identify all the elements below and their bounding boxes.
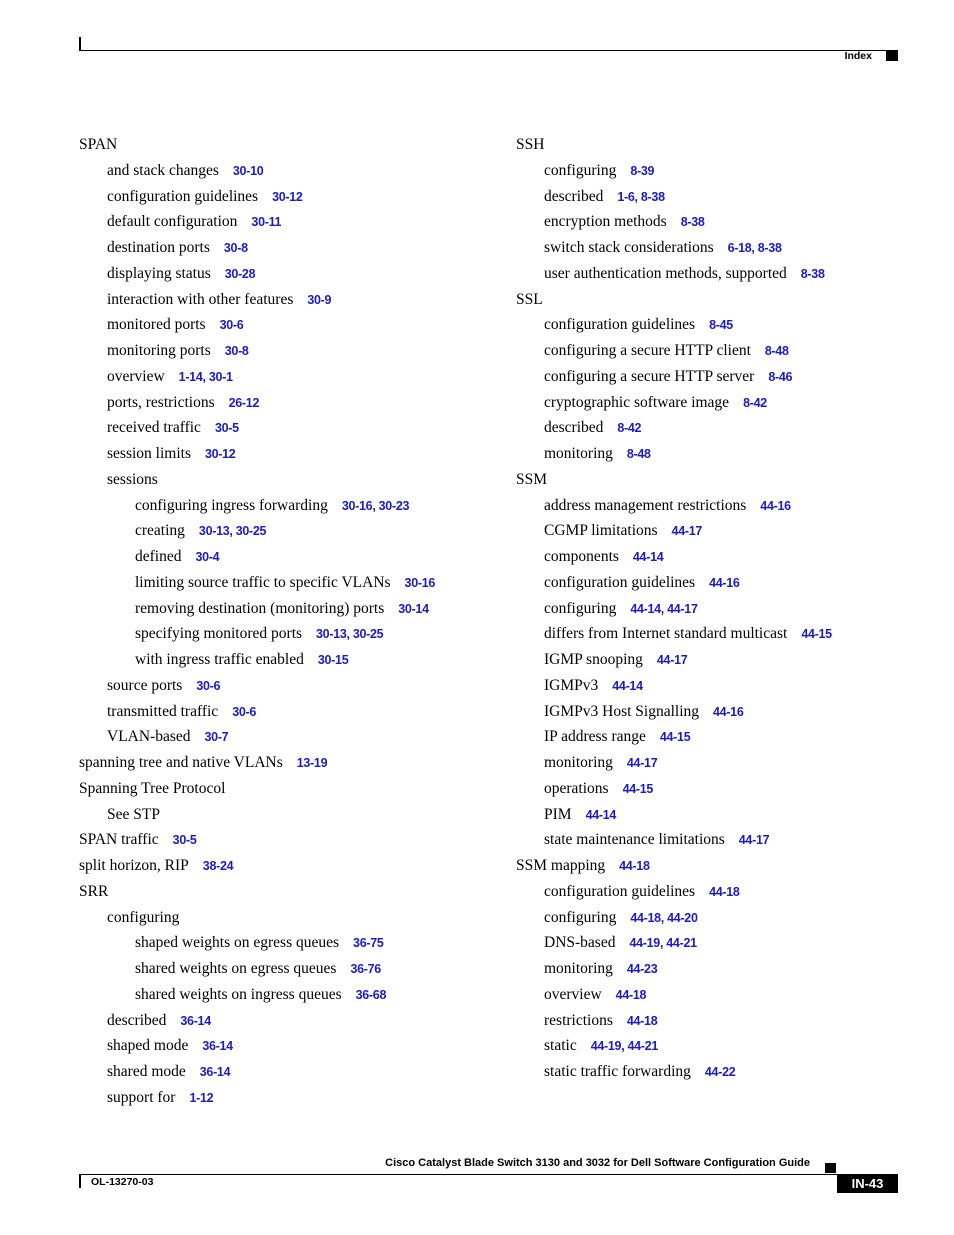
index-entry <box>516 544 916 570</box>
index-entry <box>516 879 916 905</box>
index-term: SSH <box>516 136 545 153</box>
index-entry <box>516 1059 916 1085</box>
index-entry <box>79 132 499 158</box>
page-reference-link[interactable]: 30-16 <box>404 575 436 590</box>
index-term: encryption methods <box>544 213 667 231</box>
index-entry <box>79 853 499 879</box>
page-reference-link[interactable]: 36-75 <box>353 936 384 951</box>
index-entry <box>516 184 916 210</box>
index-term: received traffic <box>107 419 201 437</box>
page-reference-link[interactable]: 44-16 <box>713 704 744 719</box>
index-entry <box>516 261 916 287</box>
page-reference-link[interactable]: 36-68 <box>355 987 387 1002</box>
index-entry <box>516 750 916 776</box>
index-term: configuring <box>107 908 180 926</box>
page-reference-link[interactable]: 36-14 <box>202 1039 233 1054</box>
index-term: state maintenance limitations <box>544 831 725 849</box>
page-reference-link[interactable]: 30-13, 30-25 <box>198 524 267 539</box>
index-term: overview <box>107 367 165 385</box>
page-number: IN-43 <box>837 1175 898 1193</box>
index-term: SSL <box>516 290 543 308</box>
index-term: limiting source traffic to specific VLANs <box>135 573 391 591</box>
index-entry <box>79 750 499 776</box>
page-reference-link[interactable]: 44-16 <box>760 498 791 513</box>
index-entry <box>79 209 499 235</box>
page-reference-link[interactable]: 30-5 <box>214 421 239 436</box>
index-entry <box>79 287 499 313</box>
index-entry <box>516 158 916 184</box>
page-reference-link[interactable]: 44-17 <box>671 524 703 539</box>
page-reference-link[interactable]: 8-46 <box>768 369 793 384</box>
index-term: IGMPv3 Host Signalling <box>544 702 700 720</box>
index-term: split horizon, RIP <box>79 857 189 874</box>
index-term: configuring <box>544 161 617 179</box>
index-term: operations <box>544 779 609 797</box>
index-entry <box>79 338 499 364</box>
page-reference-link[interactable]: 30-12 <box>204 447 236 461</box>
page-reference-link[interactable]: 30-12 <box>272 189 303 204</box>
index-term: VLAN-based <box>107 728 191 746</box>
page-reference-link[interactable]: 44-14 <box>632 550 664 564</box>
page-reference-link[interactable]: 44-14 <box>612 678 643 693</box>
page-reference-link[interactable]: 30-28 <box>224 266 256 281</box>
page-reference-link[interactable]: 8-42 <box>617 421 642 436</box>
page-reference-link[interactable]: 44-22 <box>704 1065 736 1079</box>
page-reference-link[interactable]: 44-18 <box>626 1013 658 1028</box>
index-term: shared mode <box>107 1063 186 1080</box>
index-entry <box>516 982 916 1008</box>
index-entry <box>79 596 499 622</box>
index-term: SSM mapping <box>516 857 606 874</box>
index-entry <box>79 776 499 802</box>
index-entry <box>516 621 916 647</box>
page-reference-link[interactable]: 30-13, 30-25 <box>316 627 384 642</box>
index-entry <box>79 184 499 210</box>
index-entry <box>79 441 499 467</box>
page-reference-link[interactable]: 44-17 <box>738 833 770 848</box>
page-reference-link[interactable]: 44-18 <box>619 859 650 873</box>
index-term: source ports <box>107 676 183 694</box>
index-term: ports, restrictions <box>107 393 215 411</box>
index-entry <box>516 673 916 699</box>
page-reference-link[interactable]: 36-14 <box>199 1065 231 1079</box>
page-reference-link[interactable]: 30-5 <box>172 833 197 848</box>
header-tab-block <box>886 51 898 61</box>
index-entry <box>516 570 916 596</box>
page-reference-link[interactable]: 44-23 <box>626 962 658 976</box>
index-entry <box>516 776 916 802</box>
page-reference-link[interactable]: 30-8 <box>224 344 249 358</box>
index-entry <box>79 956 499 982</box>
index-entry <box>516 209 916 235</box>
index-column-left <box>79 132 499 1111</box>
index-term: shared weights on egress queues <box>135 960 337 977</box>
page-reference-link[interactable]: 36-76 <box>350 962 381 976</box>
index-entry <box>79 235 499 261</box>
index-entry <box>516 956 916 982</box>
index-term: monitoring ports <box>107 342 211 359</box>
index-term: switch stack considerations <box>544 239 714 256</box>
index-entry <box>516 802 916 828</box>
page-reference-link[interactable]: 44-19, 44-21 <box>629 936 697 951</box>
index-entry <box>79 493 499 519</box>
index-entry <box>79 802 499 828</box>
page-reference-link[interactable]: 30-4 <box>195 550 220 564</box>
index-term: SPAN traffic <box>79 831 159 849</box>
index-term: support for <box>107 1088 176 1106</box>
index-term: configuring <box>544 908 617 926</box>
index-entry <box>79 312 499 338</box>
index-term: described <box>107 1011 167 1029</box>
index-term: configuration guidelines <box>544 316 696 334</box>
index-entry <box>79 905 499 931</box>
index-term: Spanning Tree Protocol <box>79 779 226 797</box>
index-term: described <box>544 419 604 437</box>
page-reference-link[interactable]: 8-48 <box>626 447 651 461</box>
page-reference-link[interactable]: 44-16 <box>709 575 740 590</box>
index-term: shared weights on ingress queues <box>135 985 342 1003</box>
index-entry <box>516 905 916 931</box>
section-label: Index <box>844 50 872 62</box>
index-term: with ingress traffic enabled <box>135 651 304 668</box>
index-entry <box>516 415 916 441</box>
index-entry <box>516 596 916 622</box>
index-entry <box>79 879 499 905</box>
index-term: removing destination (monitoring) ports <box>135 599 385 617</box>
index-term: SPAN <box>79 136 118 153</box>
index-entry <box>79 621 499 647</box>
index-term: SSM <box>516 470 548 488</box>
page-reference-link[interactable]: 1-6, 8-38 <box>617 189 665 204</box>
index-term: overview <box>544 985 602 1003</box>
index-term: IP address range <box>544 728 646 746</box>
page-reference-link[interactable]: 8-45 <box>709 318 733 333</box>
index-term: configuring a secure HTTP client <box>544 342 751 359</box>
index-entry <box>79 467 499 493</box>
index-entry <box>516 338 916 364</box>
page-reference-link[interactable]: 30-15 <box>317 653 349 667</box>
page-reference-link[interactable]: 6-18, 8-38 <box>727 241 782 255</box>
index-term: components <box>544 548 619 565</box>
page-reference-link[interactable]: 8-39 <box>630 163 655 178</box>
index-term: IGMP snooping <box>544 651 643 668</box>
page-reference-link[interactable]: 44-14, 44-17 <box>630 601 698 616</box>
footer-rule <box>79 1174 898 1175</box>
index-term: monitoring <box>544 445 613 462</box>
index-term: configuration guidelines <box>544 573 696 591</box>
index-entry <box>516 287 916 313</box>
header-rule <box>79 50 898 51</box>
page-reference-link[interactable]: 30-7 <box>204 730 229 745</box>
page-reference-link[interactable]: 30-8 <box>223 241 248 255</box>
footer-tab-block <box>825 1163 836 1173</box>
index-entry <box>516 724 916 750</box>
index-term: configuring ingress forwarding <box>135 496 328 514</box>
page-reference-link[interactable]: 44-15 <box>659 730 691 745</box>
index-term: sessions <box>107 470 158 488</box>
index-entry <box>79 982 499 1008</box>
index-term: creating <box>135 522 185 540</box>
index-term: displaying status <box>107 264 211 282</box>
index-entry <box>79 364 499 390</box>
index-entry <box>516 312 916 338</box>
page-reference-link[interactable]: 30-14 <box>398 601 429 616</box>
doc-number: OL-13270-03 <box>91 1176 154 1188</box>
page-reference-link[interactable]: 1-12 <box>189 1090 214 1105</box>
page-reference-link[interactable]: 44-17 <box>626 756 658 770</box>
index-entry <box>516 132 916 158</box>
index-term: PIM <box>544 805 572 823</box>
index-term: configuring a secure HTTP server <box>544 367 755 385</box>
index-entry <box>516 364 916 390</box>
index-term: static <box>544 1037 577 1055</box>
index-entry <box>516 853 916 879</box>
index-term: cryptographic software image <box>544 393 730 411</box>
page-reference-link[interactable]: 36-14 <box>180 1013 211 1028</box>
index-term: configuration guidelines <box>107 187 259 205</box>
header-corner-mark <box>79 37 81 51</box>
index-term: DNS-based <box>544 934 616 952</box>
page-reference-link[interactable]: 13-19 <box>296 756 328 770</box>
index-term: shaped weights on egress queues <box>135 934 340 952</box>
index-term: default configuration <box>107 213 238 231</box>
page-reference-link[interactable]: 8-38 <box>680 215 705 230</box>
page-reference-link[interactable]: 30-6 <box>219 318 244 333</box>
index-entry <box>516 441 916 467</box>
index-term: session limits <box>107 445 191 462</box>
page-reference-link[interactable]: 44-17 <box>656 653 688 667</box>
index-term: restrictions <box>544 1011 613 1029</box>
index-entry <box>79 724 499 750</box>
index-column-right <box>516 132 916 1085</box>
index-term: differs from Internet standard multicast <box>544 625 788 643</box>
index-term: interaction with other features <box>107 290 294 308</box>
footer-corner-mark <box>79 1174 81 1188</box>
index-term: specifying monitored ports <box>135 625 303 643</box>
index-term: monitored ports <box>107 316 206 334</box>
page-reference-link[interactable]: 1-14, 30-1 <box>178 369 233 384</box>
page-reference-link[interactable]: 30-10 <box>232 163 264 178</box>
index-term: monitoring <box>544 754 613 771</box>
index-term: IGMPv3 <box>544 676 599 694</box>
index-term: CGMP limitations <box>544 522 658 540</box>
index-term: static traffic forwarding <box>544 1063 691 1080</box>
index-entry <box>79 415 499 441</box>
page-reference-link[interactable]: 8-42 <box>743 395 767 410</box>
index-term: spanning tree and native VLANs <box>79 754 283 771</box>
page-reference-link[interactable]: 44-18, 44-20 <box>630 910 698 925</box>
index-entry <box>516 827 916 853</box>
index-entry <box>79 647 499 673</box>
index-entry <box>516 647 916 673</box>
index-term: address management restrictions <box>544 496 747 514</box>
index-term: shaped mode <box>107 1037 189 1055</box>
index-entry <box>79 930 499 956</box>
index-term: defined <box>135 548 182 565</box>
index-entry <box>516 235 916 261</box>
index-entry <box>79 1085 499 1111</box>
index-term: monitoring <box>544 960 613 977</box>
index-entry <box>516 493 916 519</box>
index-entry <box>79 518 499 544</box>
page-reference-link[interactable]: 44-15 <box>801 627 832 642</box>
page-reference-link[interactable]: 30-6 <box>232 704 257 719</box>
index-entry <box>79 1008 499 1034</box>
index-term: user authentication methods, supported <box>544 264 787 282</box>
page-reference-link[interactable]: 44-18 <box>709 884 740 899</box>
index-entry <box>79 699 499 725</box>
page-reference-link[interactable]: 44-14 <box>585 807 617 822</box>
index-entry <box>79 390 499 416</box>
index-entry <box>79 1033 499 1059</box>
page-reference-link[interactable]: 30-9 <box>307 292 332 307</box>
index-term: configuration guidelines <box>544 882 696 900</box>
index-term: transmitted traffic <box>107 702 219 720</box>
page-reference-link[interactable]: 44-15 <box>622 781 654 796</box>
index-entry <box>516 930 916 956</box>
page-reference-link[interactable]: 26-12 <box>228 395 260 410</box>
index-term: See STP <box>107 805 160 823</box>
page-reference-link[interactable]: 8-48 <box>764 344 789 358</box>
page-reference-link[interactable]: 44-19, 44-21 <box>590 1039 659 1054</box>
index-term: destination ports <box>107 239 210 256</box>
index-entry <box>79 544 499 570</box>
page-reference-link[interactable]: 30-16, 30-23 <box>341 498 410 513</box>
index-entry <box>79 827 499 853</box>
page-reference-link[interactable]: 44-18 <box>615 987 647 1002</box>
page-reference-link[interactable]: 8-38 <box>800 266 825 281</box>
index-entry <box>516 699 916 725</box>
index-entry <box>79 1059 499 1085</box>
page-reference-link[interactable]: 30-11 <box>251 215 282 230</box>
index-entry <box>516 1033 916 1059</box>
index-entry <box>79 673 499 699</box>
index-entry <box>516 1008 916 1034</box>
index-entry <box>516 467 916 493</box>
page-reference-link[interactable]: 30-6 <box>196 678 221 693</box>
index-entry <box>79 261 499 287</box>
index-term: described <box>544 187 604 205</box>
index-entry <box>516 518 916 544</box>
page-reference-link[interactable]: 38-24 <box>202 859 234 873</box>
guide-title: Cisco Catalyst Blade Switch 3130 and 3032 for Dell Software Configuration Guide <box>385 1157 810 1169</box>
index-entry <box>79 158 499 184</box>
index-term: and stack changes <box>107 161 219 179</box>
index-term: SRR <box>79 882 109 900</box>
index-entry <box>516 390 916 416</box>
index-entry <box>79 570 499 596</box>
index-term: configuring <box>544 599 617 617</box>
